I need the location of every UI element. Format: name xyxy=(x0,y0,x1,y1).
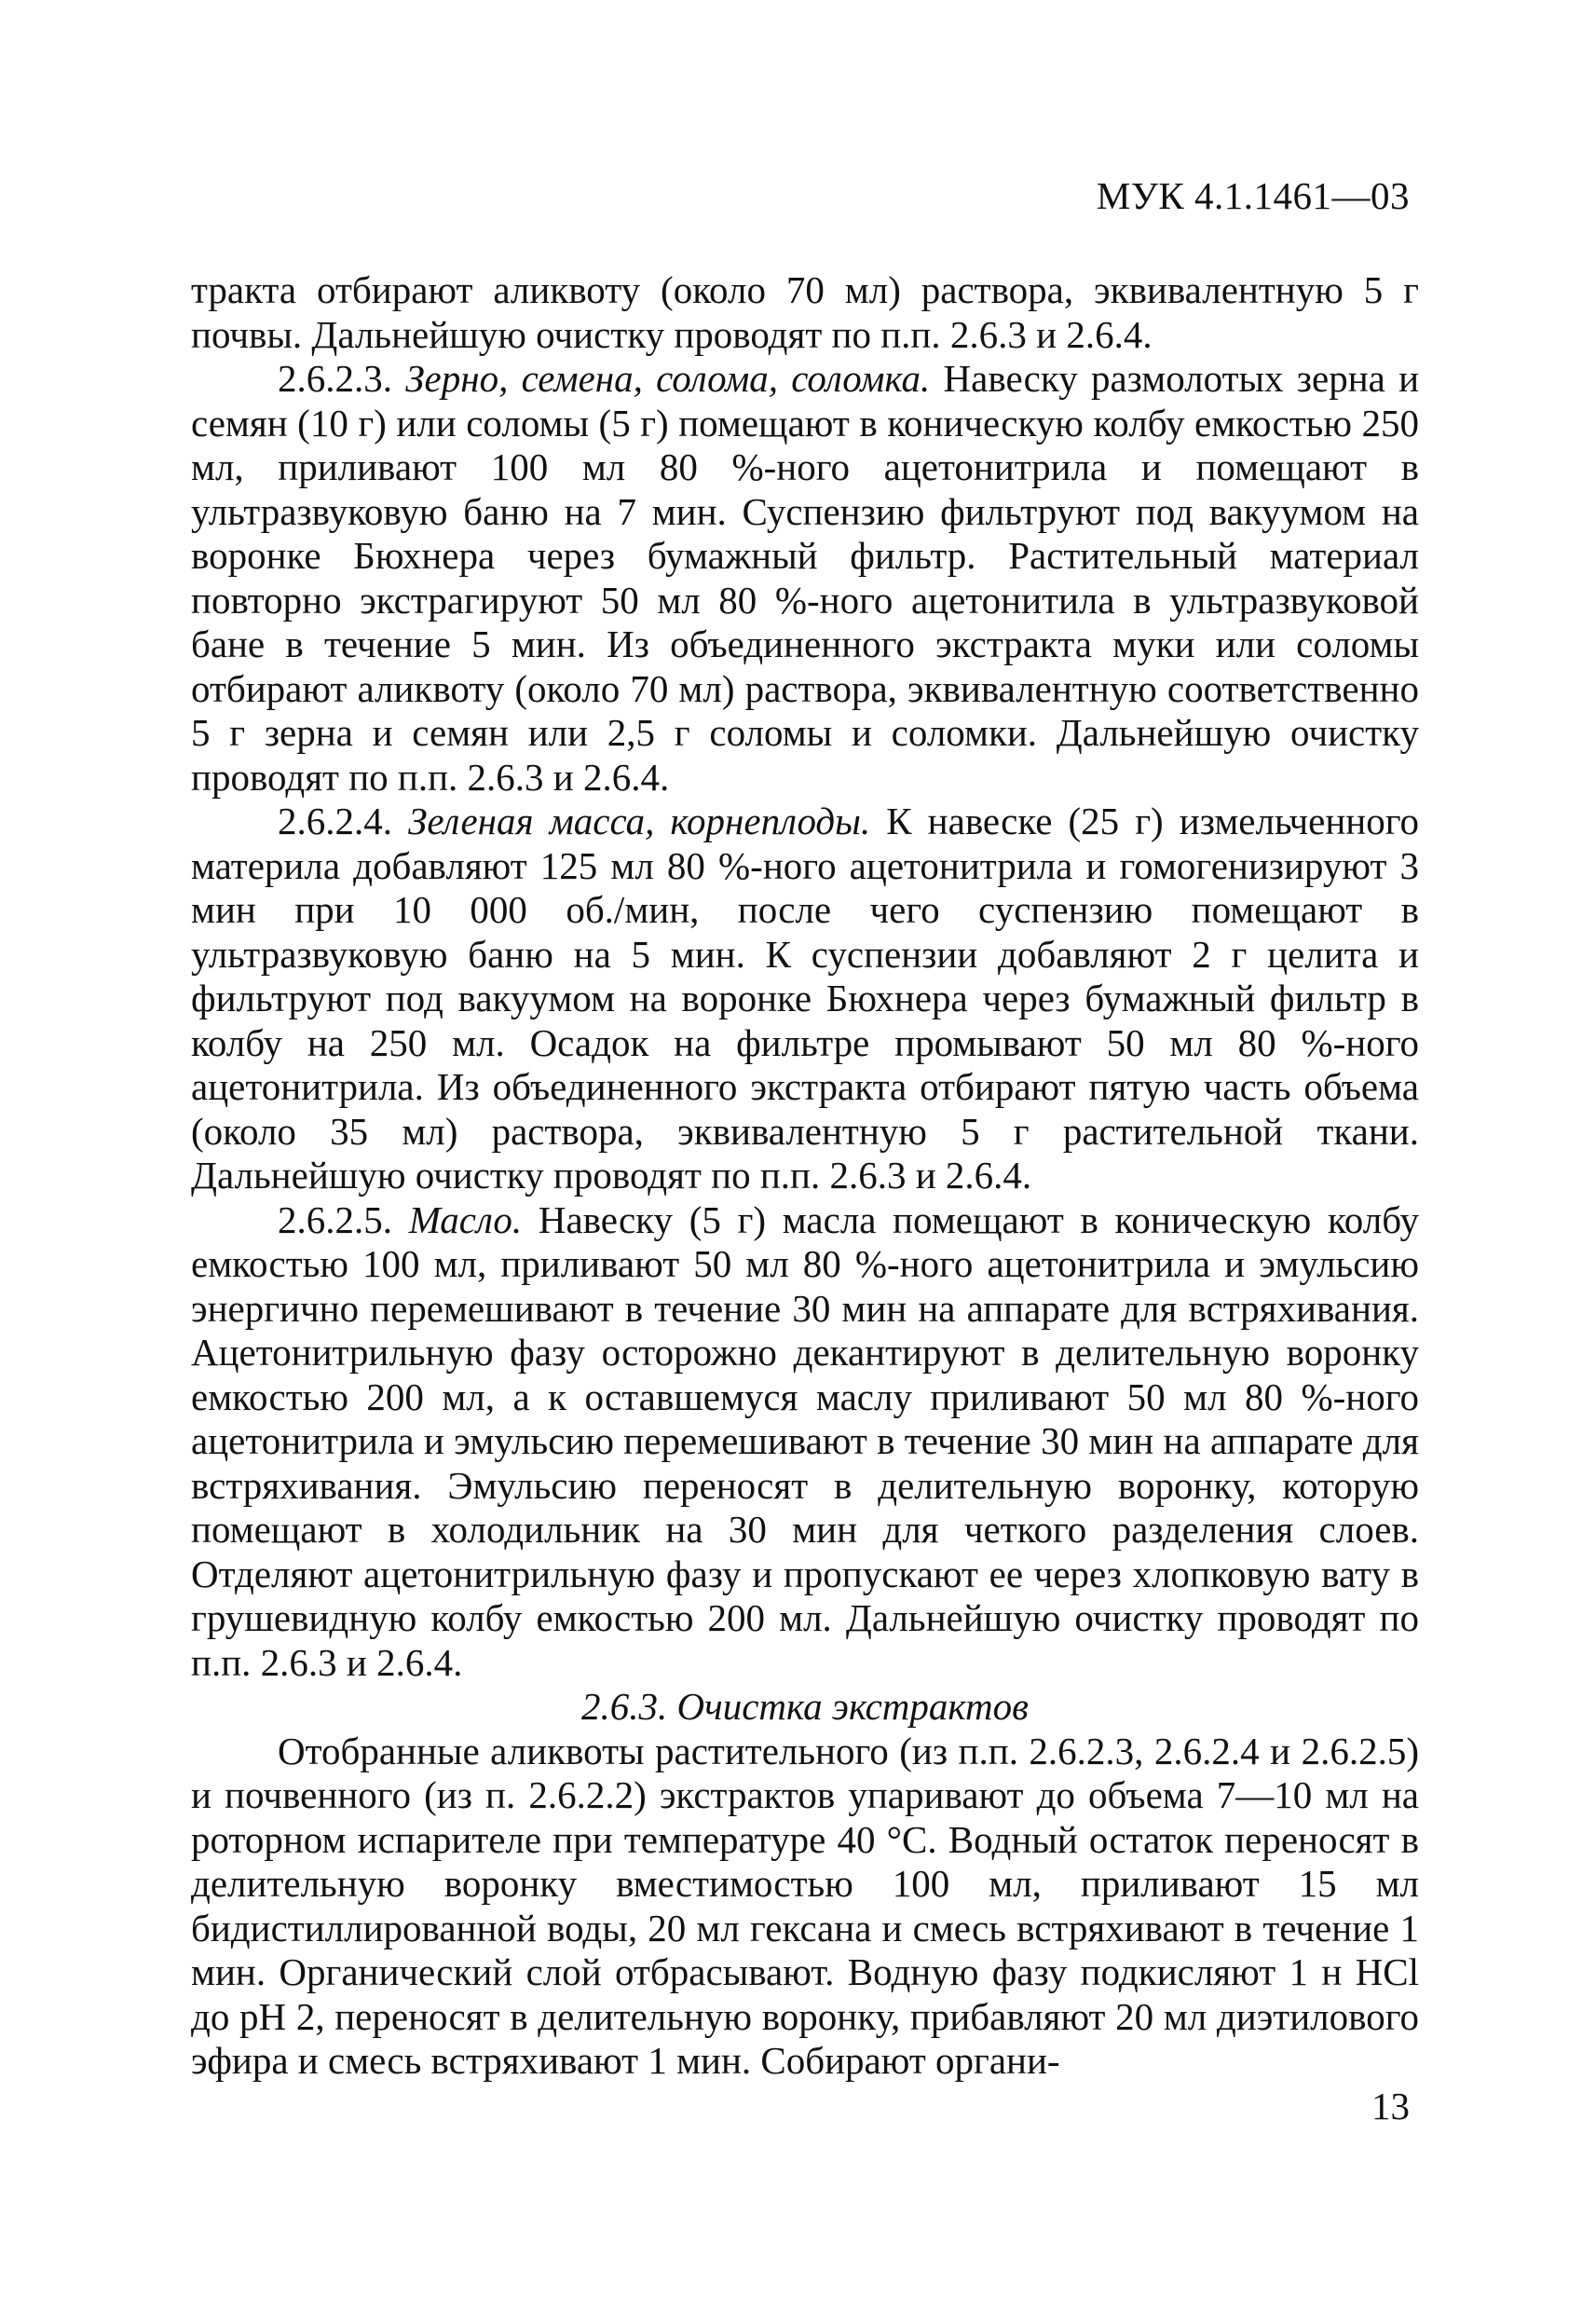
clause-number: 2.6.2.3. xyxy=(278,357,392,400)
clause-number: 2.6.2.4. xyxy=(278,800,392,842)
paragraph-oil xyxy=(191,1198,1419,1686)
paragraph-text: Навеску размолотых зерна и семян (10 г) или соломы (5 г) помещают в коническую колбу емкостью 250 мл, приливают 100 мл 80 %-ного ацетонитрила и помещают в ультразвуковую баню на 7 мин. Суспензию фильтруют под вакуумом на воронке Бюхнера через бумажный фильтр. Растительный материал повторно экстрагируют 50 мл 80 %-ного ацетонитила в ультразвуковой бане в течение 5 мин. Из объединенного экстракта муки или соломы отбирают аликвоту (около 70 мл) раствора, эквивалентную соответственно 5 г зерна и семян или 2,5 г соломы и соломки. Дальнейшую очистку проводят по п.п. 2.6.3 и 2.6.4. xyxy=(191,357,1420,799)
body-text xyxy=(191,268,1419,2084)
clause-title: Масло. xyxy=(408,1197,523,1241)
paragraph-text: Навеску (5 г) масла помещают в коническую колбу емкостью 100 мл, приливают 50 мл 80 %-ного ацетонитрила и эмульсию энергично перемешивают в течение 30 мин на аппарате для встряхивания. Ацетонитрильную фазу осторожно декантируют в делительную воронку емкостью 200 мл, а к оставшемуся маслу приливают 50 мл 80 %-ного ацетонитрила и эмульсию перемешивают в течение 30 мин на аппарате для встряхивания. Эмульсию переносят в делительную воронку, которую помещают в холодильник на 30 мин для четкого разделения слоев. Отделяют ацетонитрильную фазу и пропускают ее через хлопковую вату в грушевидную колбу емкостью 200 мл. Дальнейшую очистку проводят по п.п. 2.6.3 и 2.6.4. xyxy=(191,1197,1420,1684)
document-code-header: МУК 4.1.1461—03 xyxy=(1096,174,1410,217)
clause-number: 2.6.2.5. xyxy=(278,1197,392,1241)
paragraph-continuation xyxy=(191,268,1419,357)
page-number: 13 xyxy=(1371,2085,1410,2127)
clause-title: Зерно, семена, солома, соломка. xyxy=(405,357,931,400)
section-heading: 2.6.3. Очистка экстрактов xyxy=(581,1685,1029,1728)
paragraph-extract-cleanup xyxy=(191,1730,1419,2084)
paragraph-green-mass-roots xyxy=(191,800,1419,1198)
clause-title: Зеленая масса, корнеплоды. xyxy=(408,800,871,842)
paragraph-text: К навеске (25 г) измельченного материла добавляют 125 мл 80 %-ного ацетонитрила и гомогенизируют 3 мин при 10 000 об./мин, после чего суспензию помещают в ультразвуковую баню на 5 мин. К суспензии добавляют 2 г целита и фильтруют под вакуумом на воронке Бюхнера через бумажный фильтр в колбу на 250 мл. Осадок на фильтре промывают 50 мл 80 %-ного ацетонитрила. Из объединенного экстракта отбирают пятую часть объема (около 35 мл) раствора, эквивалентную 5 г растительной ткани. Дальнейшую очистку проводят по п.п. 2.6.3 и 2.6.4. xyxy=(191,800,1420,1197)
paragraph-text: тракта отбирают аликвоту (около 70 мл) раствора, эквивалентную 5 г почвы. Дальнейшую очистку проводят по п.п. 2.6.3 и 2.6.4. xyxy=(191,268,1419,356)
paragraph-grain-seeds-straw xyxy=(191,357,1419,800)
paragraph-text: Отобранные аликвоты растительного (из п.п. 2.6.2.3, 2.6.2.4 и 2.6.2.5) и почвенного (из п. 2.6.2.2) экстрактов упаривают до объема 7—10 мл на роторном испарителе при температуре 40 °С. Водный остаток переносят в делительную воронку вместимостью 100 мл, приливают 15 мл бидистиллированной воды, 20 мл гексана и смесь встряхивают в течение 1 мин. Органический слой отбрасывают. Водную фазу подкисляют 1 н HCl до pH 2, переносят в делительную воронку, прибавляют 20 мл диэтилового эфира и смесь встряхивают 1 мин. Собирают органи- xyxy=(191,1729,1419,2082)
